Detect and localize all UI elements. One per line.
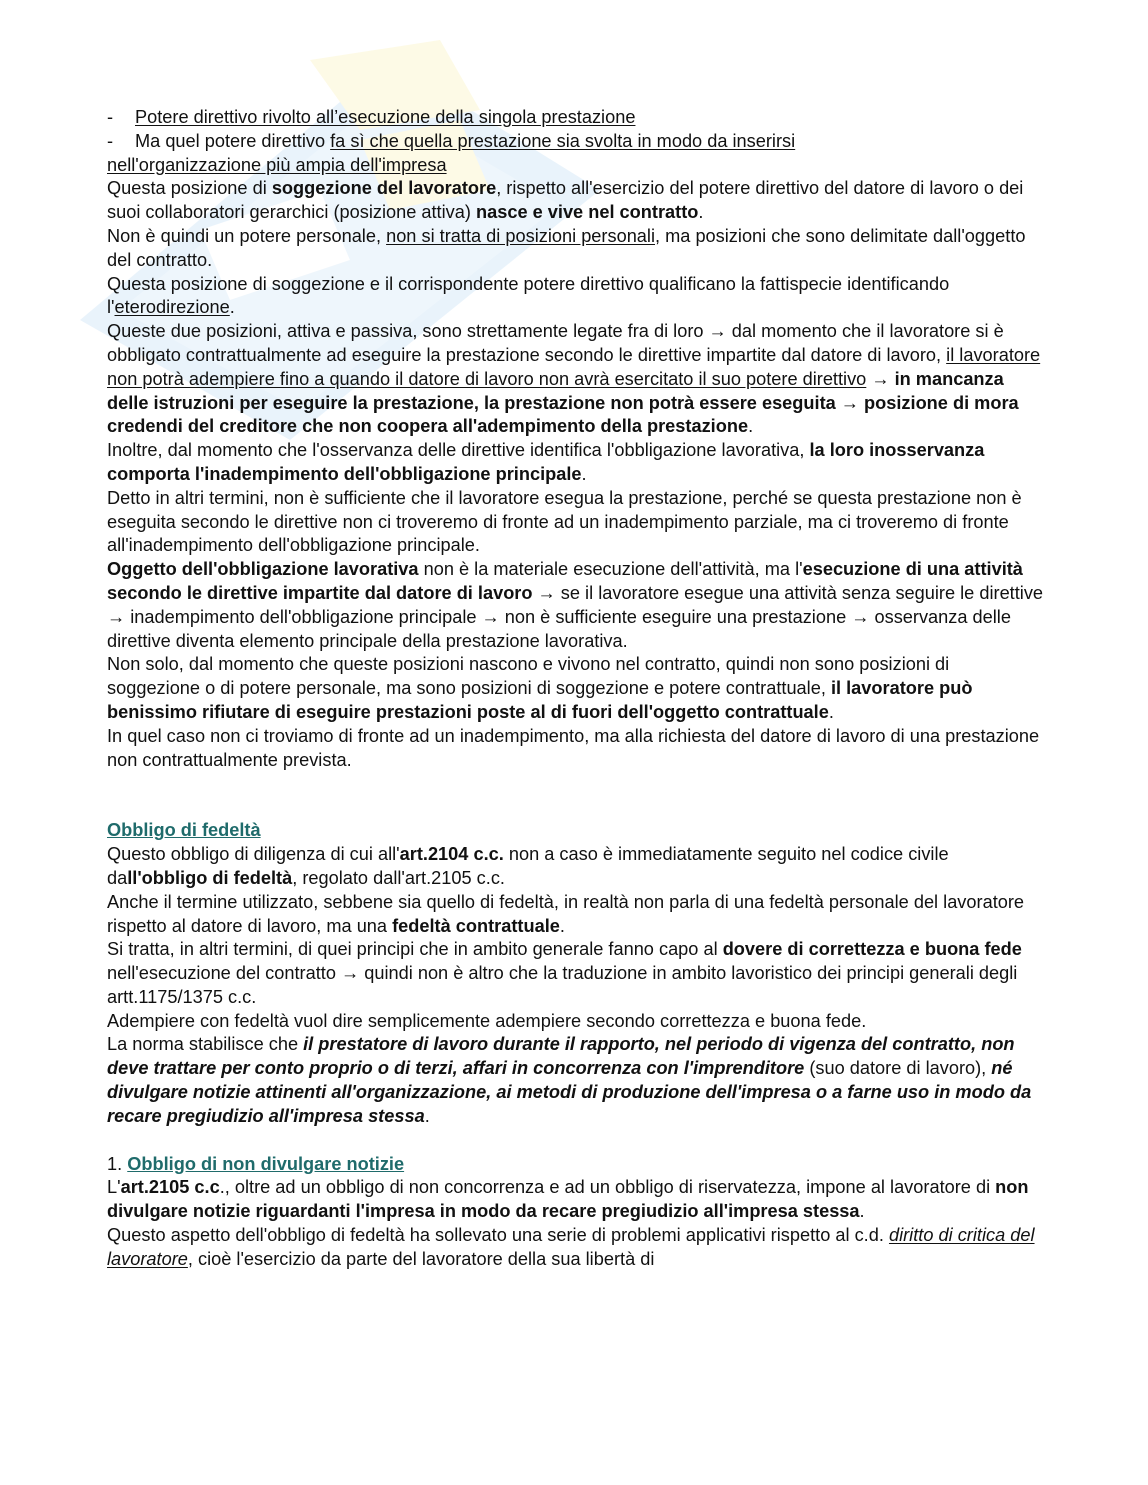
bullet-item: - Ma quel potere direttivo fa sì che quella prestazione sia svolta in modo da inserirsi nell'organizzazione più ampia dell'impresa (107, 130, 796, 175)
paragraph: Questo obbligo di diligenza di cui all'art.2104 c.c. non a caso è immediatamente seguito nel codice civile dall'obbligo di fedeltà, regolato dall'art.2105 c.c. (107, 844, 949, 888)
paragraph: Detto in altri termini, non è sufficiente che il lavoratore esegua la prestazione, perché se questa prestazione non è eseguita secondo le direttive non ci troveremo di fronte ad un inadempimento parziale, ma ci troveremo di fronte all'inadempimento dell'obbligazione principale. (107, 487, 1022, 556)
paragraph: Questa posizione di soggezione e il corrispondente potere direttivo qualificano la fattispecie identificando l'eterodirezione. (107, 273, 950, 318)
paragraph: La norma stabilisce che il prestatore di lavoro durante il rapporto, nel periodo di vigenza del contratto, non deve trattare per conto proprio o di terzi, affari in concorrenza con l'imprenditore (suo datore di lavoro), né divulgare notizie attinenti all'organizzazione, ai metodi di produzione dell'impresa o a farne uso in modo da recare pregiudizio all'impresa stessa. (107, 1034, 1032, 1126)
paragraph: L'art.2105 c.c., oltre ad un obbligo di non concorrenza e ad un obbligo di riservatezza, impone al lavoratore di non divulgare notizie riguardanti l'impresa in modo da recare pregiudizio all'impresa stessa. (107, 1177, 1029, 1222)
section-heading-link[interactable]: Obbligo di fedeltà (107, 820, 261, 841)
paragraph: Questo aspetto dell'obbligo di fedeltà ha sollevato una serie di problemi applicativi rispetto al c.d. diritto di critica del lavoratore, cioè l'esercizio da parte del lavoratore della sua libertà di (107, 1225, 1035, 1269)
section-heading-non-divulgare (107, 1153, 1047, 1177)
paragraph: In quel caso non ci troviamo di fronte ad un inadempimento, ma alla richiesta del datore di lavoro di una prestazione non contrattualmente prevista. (107, 725, 1040, 770)
bullet-text: Potere direttivo rivolto all’esecuzione della singola prestazione (135, 107, 636, 127)
bullet-marker: - (107, 130, 114, 151)
paragraph: Adempiere con fedeltà vuol dire semplicemente adempiere secondo correttezza e buona fede. (107, 1010, 867, 1031)
section-heading-link[interactable]: Obbligo di non divulgare notizie (127, 1153, 405, 1174)
paragraph: Si tratta, in altri termini, di quei principi che in ambito generale fanno capo al dovere di correttezza e buona fede nell'esecuzione del contratto → quindi non è altro che la traduzione in ambito lavoristico dei principi generali degli artt.1175/1375 c.c. (107, 939, 1022, 1007)
paragraph: Non solo, dal momento che queste posizioni nascono e vivono nel contratto, quindi non sono posizioni di soggezione o di potere personale, ma sono posizioni di soggezione e potere contrattuale, il lavoratore può benissimo rifiutare di eseguire prestazioni poste al di fuori dell'oggetto contrattuale. (107, 654, 973, 722)
paragraph: Non è quindi un potere personale, non si tratta di posizioni personali, ma posizioni che sono delimitate dall'oggetto del contratto. (107, 225, 1026, 270)
paragraph: Questa posizione di soggezione del lavoratore, rispetto all'esercizio del potere direttivo del datore di lavoro o dei suoi collaboratori gerarchici (posizione attiva) nasce e vive nel contratto. (107, 178, 1024, 223)
paragraph: Oggetto dell'obbligazione lavorativa non è la materiale esecuzione dell'attività, ma l'esecuzione di una attività secondo le direttive impartite dal datore di lavoro → se il lavoratore esegue una attività senza seguire le direttive → inadempimento dell'obbligazione principale → non è sufficiente eseguire una prestazione → osservanza delle direttive diventa elemento principale della prestazione lavorativa. (107, 559, 1044, 651)
bullet-item (107, 106, 1047, 130)
document-page (107, 106, 1047, 1272)
paragraph: Inoltre, dal momento che l'osservanza delle direttive identifica l'obbligazione lavorativa, la loro inosservanza comporta l'inadempimento dell'obbligazione principale. (107, 440, 985, 484)
bullet-marker: - (107, 107, 114, 127)
paragraph: Queste due posizioni, attiva e passiva, sono strettamente legate fra di loro → dal momento che il lavoratore si è obbligato contrattualmente ad eseguire la prestazione secondo le direttive impartite dal datore di lavoro, il lavoratore non potrà adempiere fino a quando il datore di lavoro non avrà esercitato il suo potere direttivo → in mancanza delle istruzioni per eseguire la prestazione, la prestazione non potrà essere eseguita → posizione di mora credendi del creditore che non coopera all'adempimento della prestazione. (107, 321, 1041, 437)
paragraph: Anche il termine utilizzato, sebbene sia quello di fedeltà, in realtà non parla di una fedeltà personale del lavoratore rispetto al datore di lavoro, ma una fedeltà contrattuale. (107, 891, 1025, 936)
section-number: 1. (107, 1153, 123, 1174)
section-heading-obbligo-fedelta (107, 819, 1047, 843)
